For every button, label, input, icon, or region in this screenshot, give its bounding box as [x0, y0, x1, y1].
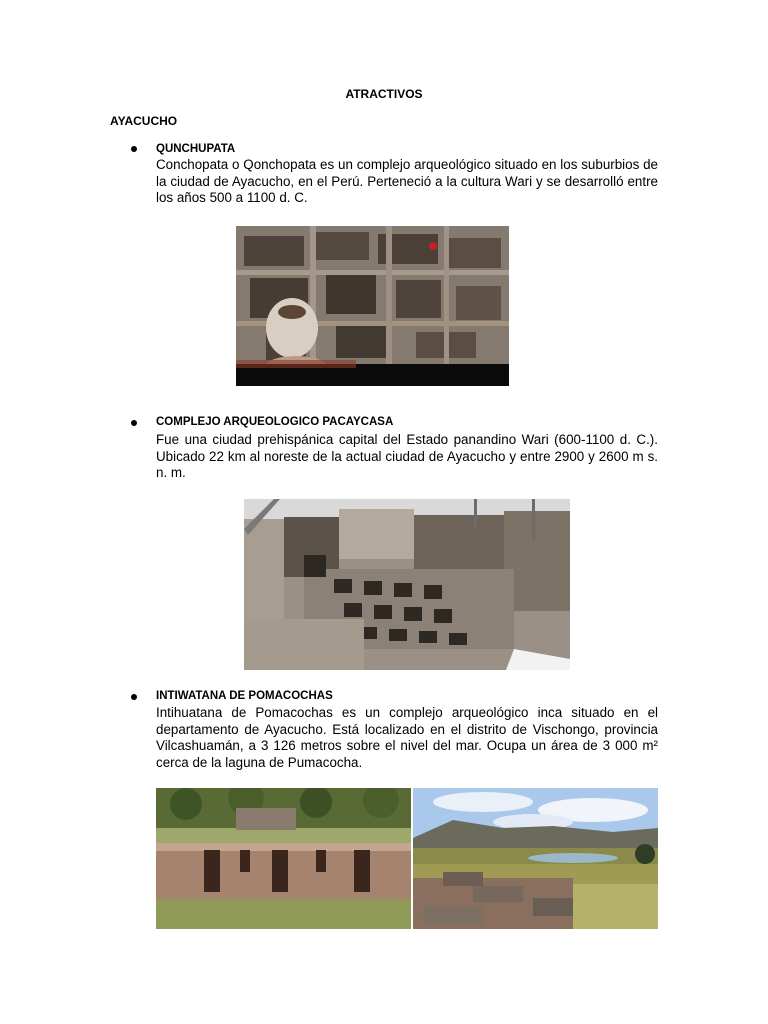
qunchupata-photo	[236, 226, 509, 386]
bullet-icon	[131, 420, 137, 426]
region-heading: AYACUCHO	[110, 114, 178, 128]
section-heading: QUNCHUPATA	[156, 143, 236, 155]
bullet-icon	[131, 694, 137, 700]
section-body: Conchopata o Qonchopata es un complejo arqueológico situado en los suburbios de la ciudad de Ayacucho, en el Perú. Perteneció a la cultura Wari y se desarrolló entre los años 500 a 1100 d. C.	[156, 157, 658, 206]
section-body: Intihuatana de Pomacochas es un complejo arqueológico inca situado en el departamento de Ayacucho. Está localizado en el distrito de Vischongo, provincia Vilcashuamán, a 3 126 metros sobre el nivel del mar. Ocupa un área de 3 000 m² cerca de la laguna de Pumacocha.	[156, 705, 658, 770]
pacaycasa-photo	[244, 499, 570, 670]
section-heading: INTIWATANA DE POMACOCHAS	[156, 690, 333, 702]
bullet-icon	[131, 146, 137, 152]
section-heading: COMPLEJO ARQUEOLOGICO PACAYCASA	[156, 416, 394, 428]
intiwatana-photo-right	[413, 788, 658, 929]
intiwatana-photo-left	[156, 788, 411, 929]
page-title: ATRACTIVOS	[345, 87, 423, 101]
section-body: Fue una ciudad prehispánica capital del Estado panandino Wari (600-1100 d. C.). Ubicado 22 km al noreste de la actual ciudad de Ayacucho y entre 2900 y 2600 m s. n. m.	[156, 432, 658, 481]
